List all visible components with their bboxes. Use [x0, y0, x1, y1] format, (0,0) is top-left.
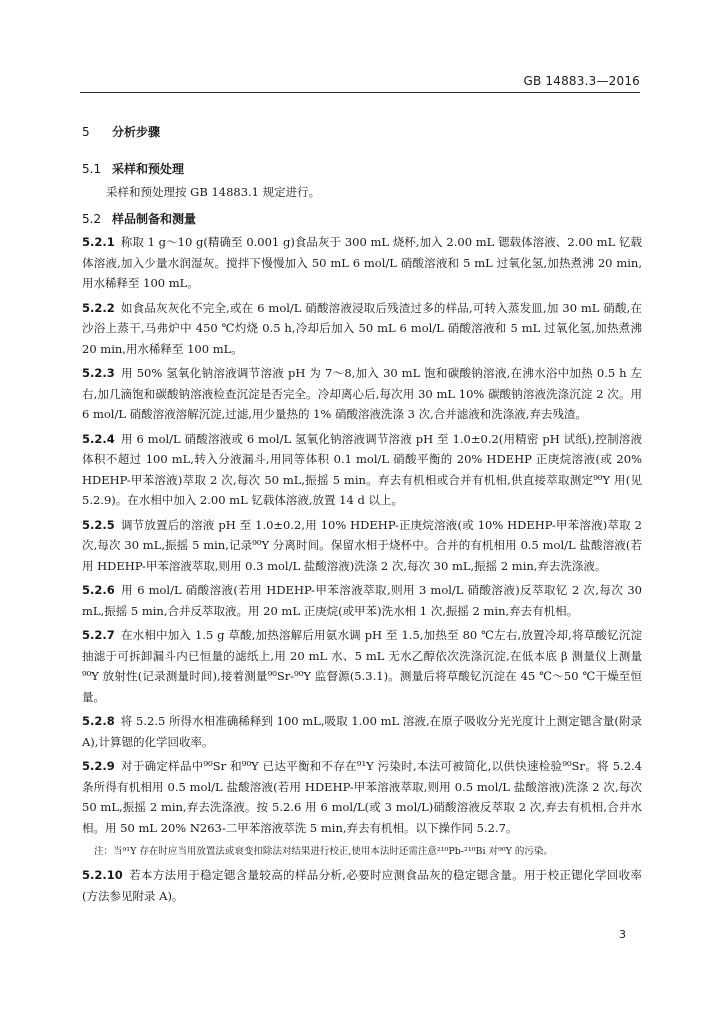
section-title: 分析步骤 [112, 125, 161, 139]
clause-5-2-7 [82, 625, 642, 707]
note: 注：当⁹¹Y 存在时应当用放置法或衰变扣除法对结果进行校正,使用本法时还需注意²¹⁰Pb-²¹⁰Bi 对⁹⁰Y 的污染。 [94, 846, 553, 857]
subsection-heading-5-2 [82, 209, 642, 230]
clause-text: 用 6 mol/L 硝酸溶液或 6 mol/L 氢氧化钠溶液调节溶液 pH 至 1.0±0.2(用精密 pH 试纸),控制溶液体积不超过 100 mL,转入分液漏斗,用同等体积 0.1 mol/L 硝酸平衡的 20% HDEHP 正庚烷溶液(或 20% HDEHP-甲苯溶液)萃取 2 次,每次 50 mL,振摇 5 min。弃去有机相或合并有机相,供直接萃取测定⁹⁰Y 用(见 5.2.9)。在水相中加入 2.00 mL 钇载体溶液,放置 14 d 以上。 [82, 431, 642, 507]
clause-5-2-2 [82, 298, 642, 360]
section-heading [82, 122, 642, 143]
clause-5-2-9 [82, 756, 642, 838]
subsection-title: 样品制备和测量 [112, 211, 197, 226]
subsection-number: 5.1 [82, 161, 102, 176]
clause-text: 将 5.2.5 所得水相准确稀释到 100 mL,吸取 1.00 mL 溶液,在原子吸收分光光度计上测定锶含量(附录 A),计算锶的化学回收率。 [82, 714, 642, 749]
clause-text: 如食品灰灰化不完全,或在 6 mol/L 硝酸溶液浸取后残渣过多的样品,可转入蒸发皿,加 30 mL 硝酸,在沙浴上蒸干,马弗炉中 450 ℃灼烧 0.5 h,冷却后加入 50 mL 6 mol/L 硝酸溶液和 5 mL 过氧化氢,加热煮沸 20 min,用水稀释至 100 mL。 [82, 300, 642, 356]
clause-text: 对于确定样品中⁹⁰Sr 和⁹⁰Y 已达平衡和不存在⁹¹Y 污染时,本法可被简化,以供快速检验⁹⁰Sr。将 5.2.4 条所得有机相用 0.5 mol/L 盐酸溶液(若用 HDEHP-甲苯溶液萃取,则用 0.5 mol/L 盐酸溶液)洗涤 2 次,每次 50 mL,振摇 2 min,弃去洗涤液。按 5.2.6 用 6 mol/L(或 3 mol/L)硝酸溶液反萃取 2 次,弃去有机相,合并水相。用 50 mL 20% N263-二甲苯溶液萃洗 5 min,弃去有机相。以下操作同 5.2.7。 [82, 759, 642, 835]
standard-number: GB 14883.3—2016 [523, 74, 640, 88]
clause-5-2-5 [82, 515, 642, 577]
clause-text: 调节放置后的溶液 pH 至 1.0±0.2,用 10% HDEHP-正庚烷溶液(或 10% HDEHP-甲苯溶液)萃取 2 次,每次 30 mL,振摇 5 min,记录⁹⁰Y 分离时间。保留水相于烧杯中。合并的有机相用 0.5 mol/L 盐酸溶液(若用 HDEHP-甲苯溶液萃取,则用 0.3 mol/L 盐酸溶液)洗涤 2 次,每次 30 mL,振摇 2 min,弃去洗涤液。 [82, 517, 642, 573]
clause-text: 若本方法用于稳定锶含量较高的样品分析,必要时应测食品灰的稳定锶含量。用于校正锶化学回收率(方法参见附录 A)。 [82, 868, 642, 903]
clause-text: 称取 1 g～10 g(精确至 0.001 g)食品灰于 300 mL 烧杯,加入 2.00 mL 锶载体溶液、2.00 mL 钇载体溶液,加入少量水润湿灰。搅拌下慢慢加入 50 mL 6 mol/L 硝酸溶液和 5 mL 过氧化氢,加热煮沸 20 min,用水稀释至 100 mL。 [82, 235, 642, 290]
clause-number: 5.2.9 [82, 759, 115, 773]
clause-5-2-10 [82, 865, 642, 906]
header-rule [80, 92, 640, 93]
clause-number: 5.2.10 [82, 868, 123, 882]
clause-text: 在水相中加入 1.5 g 草酸,加热溶解后用氨水调 pH 至 1.5,加热至 80 ℃左右,放置冷却,将草酸钇沉淀抽滤于可拆卸漏斗内已恒量的滤纸上,用 20 mL 水、5 mL 无水乙醇依次洗涤沉淀,在低本底 β 测量仪上测量⁹⁰Y 放射性(记录测量时间),接着测量⁹⁰Sr-⁹⁰Y 监督源(5.3.1)。测量后将草酸钇沉淀在 45 ℃～50 ℃干燥至恒量。 [82, 628, 642, 704]
section-number: 5 [82, 125, 90, 139]
clause-number: 5.2.1 [82, 235, 115, 249]
clause-number: 5.2.5 [82, 517, 115, 532]
subsection-title: 采样和预处理 [112, 161, 185, 176]
clause-text: 用 50% 氢氧化钠溶液调节溶液 pH 为 7～8,加入 30 mL 饱和碳酸钠溶液,在沸水浴中加热 0.5 h 左右,加几滴饱和碳酸钠溶液检查沉淀是否完全。冷却离心后,每次用 30 mL 10% 碳酸钠溶液洗涤沉淀 2 次。用 6 mol/L 硝酸溶液溶解沉淀,过滤,用少量热的 1% 硝酸溶液洗涤 3 次,合并滤液和洗涤液,弃去残渣。 [82, 366, 642, 421]
clause-5-2-6 [82, 580, 642, 621]
subsection-number: 5.2 [82, 211, 102, 226]
clause-number: 5.2.3 [82, 366, 115, 380]
clause-5-2-8 [82, 711, 642, 752]
page-content [82, 122, 642, 910]
subsection-heading-5-1 [82, 159, 642, 180]
clause-5-2-1 [82, 232, 642, 294]
clause-number: 5.2.4 [82, 431, 115, 446]
clause-number: 5.2.2 [82, 300, 115, 315]
clause-number: 5.2.8 [82, 714, 115, 728]
clause-5-2-4 [82, 429, 642, 511]
clause-number: 5.2.6 [82, 583, 115, 597]
subsection-5-1-text: 采样和预处理按 GB 14883.1 规定进行。 [106, 185, 321, 199]
clause-5-2-3 [82, 363, 642, 425]
clause-text: 用 6 mol/L 硝酸溶液(若用 HDEHP-甲苯溶液萃取,则用 3 mol/L 硝酸溶液)反萃取钇 2 次,每次 30 mL,振摇 5 min,合并反萃取液。用 20 mL 正庚烷(或甲苯)洗水相 1 次,振摇 2 min,弃去有机相。 [82, 583, 642, 618]
page-number: 3 [619, 928, 626, 941]
clause-number: 5.2.7 [82, 628, 115, 642]
